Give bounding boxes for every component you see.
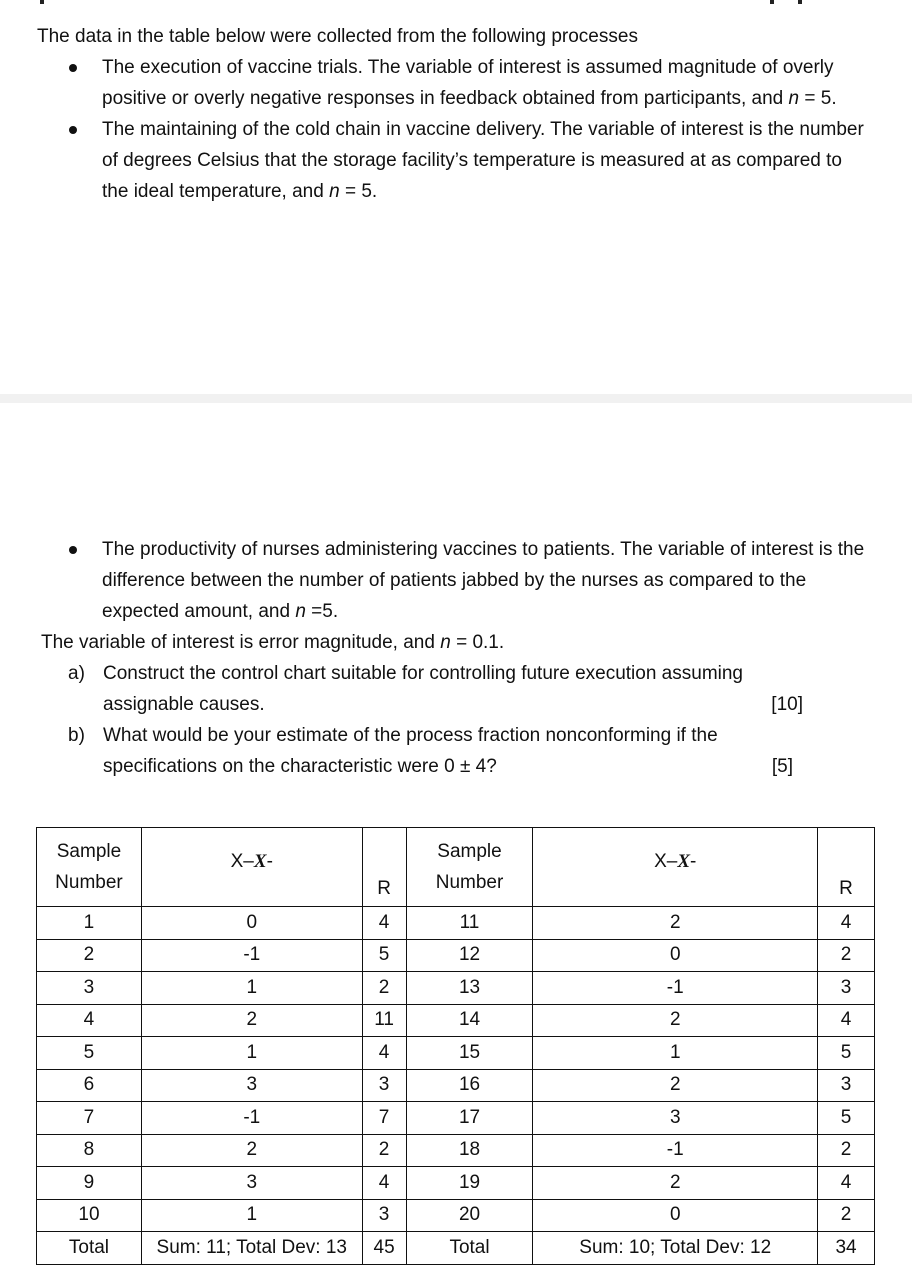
bullet-n-value: =5. — [305, 601, 339, 622]
question-b — [0, 720, 803, 782]
cell-sample: 4 — [37, 1004, 142, 1037]
top-edge-marks — [0, 0, 912, 10]
cell-total-r: 34 — [818, 1232, 875, 1265]
cell-xbar: -1 — [141, 939, 362, 972]
bullet-text: The maintaining of the cold chain in vaccine delivery. The variable of interest is the number of degrees Celsius that the storage facility’s temperature is measured at as compared to the ideal temperature, and — [102, 119, 864, 202]
question-text: What would be your estimate of the process fraction nonconforming if the specifications on the characteristic were 0 ± 4? — [103, 725, 718, 777]
question-text: Construct the control chart suitable for controlling future execution assuming assignable causes. — [103, 663, 743, 715]
cell-sample: 15 — [406, 1037, 533, 1070]
table-header-row — [37, 828, 875, 907]
question-label: a) — [68, 663, 85, 684]
cell-sample: 10 — [37, 1199, 142, 1232]
cell-r: 2 — [818, 939, 875, 972]
cell-r: 5 — [818, 1102, 875, 1135]
questions — [0, 658, 912, 782]
table-row — [37, 1167, 875, 1200]
cell-xbar: 2 — [533, 1167, 818, 1200]
header-r: R — [818, 828, 875, 907]
header-xbar: X–X- — [533, 828, 818, 907]
cell-sample: 5 — [37, 1037, 142, 1070]
table-row — [37, 1134, 875, 1167]
cell-r: 4 — [362, 1037, 406, 1070]
cell-r: 2 — [362, 972, 406, 1005]
cell-xbar: -1 — [141, 1102, 362, 1135]
variable-line-value: = 0.1. — [450, 632, 505, 653]
cell-total-r: 45 — [362, 1232, 406, 1265]
cell-sample: 17 — [406, 1102, 533, 1135]
bullet-n-value: = 5. — [339, 181, 378, 202]
bullet-text: The productivity of nurses administering vaccines to patients. The variable of interest is the difference between the number of patients jabbed by the nurses as compared to the expected amount, and — [102, 539, 865, 622]
cell-r: 3 — [818, 972, 875, 1005]
cell-xbar: 1 — [141, 1199, 362, 1232]
cell-r: 5 — [362, 939, 406, 972]
n-symbol: n — [440, 632, 451, 653]
cell-xbar: 2 — [141, 1134, 362, 1167]
cell-xbar: -1 — [533, 972, 818, 1005]
cell-sample: 14 — [406, 1004, 533, 1037]
cell-xbar: 1 — [533, 1037, 818, 1070]
bullet-item — [0, 534, 912, 627]
cell-sample: 2 — [37, 939, 142, 972]
edge-mark — [40, 0, 44, 4]
cell-r: 3 — [818, 1069, 875, 1102]
bullet-n-value: = 5. — [799, 88, 837, 109]
question-marks: [10] — [771, 694, 803, 715]
n-symbol: n — [788, 88, 800, 109]
cell-xbar: 2 — [533, 1069, 818, 1102]
cell-sample: 16 — [406, 1069, 533, 1102]
n-symbol: n — [295, 601, 306, 622]
data-table — [36, 827, 875, 1265]
cell-r: 4 — [362, 1167, 406, 1200]
bullet-item — [0, 52, 912, 114]
cell-r: 2 — [818, 1199, 875, 1232]
cell-sample: 18 — [406, 1134, 533, 1167]
cell-sample: 11 — [406, 907, 533, 940]
cell-total-label: Total — [406, 1232, 533, 1265]
cell-sample: 13 — [406, 972, 533, 1005]
table-row — [37, 1102, 875, 1135]
table-row — [37, 1037, 875, 1070]
edge-mark — [798, 0, 802, 4]
table-row — [37, 972, 875, 1005]
cell-total-xbar: Sum: 10; Total Dev: 12 — [533, 1232, 818, 1265]
cell-r: 2 — [818, 1134, 875, 1167]
cell-sample: 9 — [37, 1167, 142, 1200]
cell-xbar: 3 — [141, 1069, 362, 1102]
header-sample-number: Sample Number — [37, 828, 142, 907]
cell-xbar: 1 — [141, 972, 362, 1005]
cell-r: 2 — [362, 1134, 406, 1167]
table-row — [37, 939, 875, 972]
cell-xbar: 1 — [141, 1037, 362, 1070]
cell-sample: 6 — [37, 1069, 142, 1102]
variable-line-text: The variable of interest is error magnitude, and — [41, 632, 441, 653]
cell-sample: 12 — [406, 939, 533, 972]
cell-total-xbar: Sum: 11; Total Dev: 13 — [141, 1232, 362, 1265]
header-r: R — [362, 828, 406, 907]
cell-sample: 19 — [406, 1167, 533, 1200]
cell-xbar: -1 — [533, 1134, 818, 1167]
cell-xbar: 0 — [141, 907, 362, 940]
question-a — [0, 658, 803, 720]
bullet-dot-icon — [69, 546, 77, 554]
cell-sample: 7 — [37, 1102, 142, 1135]
variable-line — [41, 627, 504, 658]
table-row — [37, 907, 875, 940]
bullet-list-bottom — [0, 534, 912, 627]
cell-sample: 8 — [37, 1134, 142, 1167]
question-marks: [5] — [771, 756, 793, 777]
question-label: b) — [68, 725, 85, 746]
cell-xbar: 2 — [141, 1004, 362, 1037]
cell-r: 4 — [818, 1004, 875, 1037]
table-row — [37, 1199, 875, 1232]
intro-text: The data in the table below were collected from the following processes — [37, 26, 638, 47]
cell-xbar: 2 — [533, 1004, 818, 1037]
cell-r: 7 — [362, 1102, 406, 1135]
cell-xbar: 2 — [533, 907, 818, 940]
cell-r: 4 — [362, 907, 406, 940]
cell-r: 4 — [818, 907, 875, 940]
bullet-dot-icon — [69, 126, 77, 134]
cell-r: 11 — [362, 1004, 406, 1037]
cell-sample: 1 — [37, 907, 142, 940]
edge-mark — [770, 0, 774, 4]
cell-r: 3 — [362, 1199, 406, 1232]
cell-total-label: Total — [37, 1232, 142, 1265]
cell-r: 5 — [818, 1037, 875, 1070]
page-divider — [0, 394, 912, 403]
cell-xbar: 0 — [533, 939, 818, 972]
cell-r: 4 — [818, 1167, 875, 1200]
cell-xbar: 3 — [533, 1102, 818, 1135]
bullet-text: The execution of vaccine trials. The variable of interest is assumed magnitude of overly positive or overly negative responses in feedback obtained from participants, and — [102, 57, 834, 109]
cell-r: 3 — [362, 1069, 406, 1102]
table-row — [37, 1069, 875, 1102]
header-sample-number: Sample Number — [406, 828, 533, 907]
bullet-item — [0, 114, 912, 207]
n-symbol: n — [329, 181, 340, 202]
cell-sample: 3 — [37, 972, 142, 1005]
table-total-row — [37, 1232, 875, 1265]
bullet-list-top — [0, 52, 912, 207]
header-xbar: X–X- — [141, 828, 362, 907]
cell-sample: 20 — [406, 1199, 533, 1232]
table-row — [37, 1004, 875, 1037]
cell-xbar: 0 — [533, 1199, 818, 1232]
cell-xbar: 3 — [141, 1167, 362, 1200]
bullet-dot-icon — [69, 64, 77, 72]
